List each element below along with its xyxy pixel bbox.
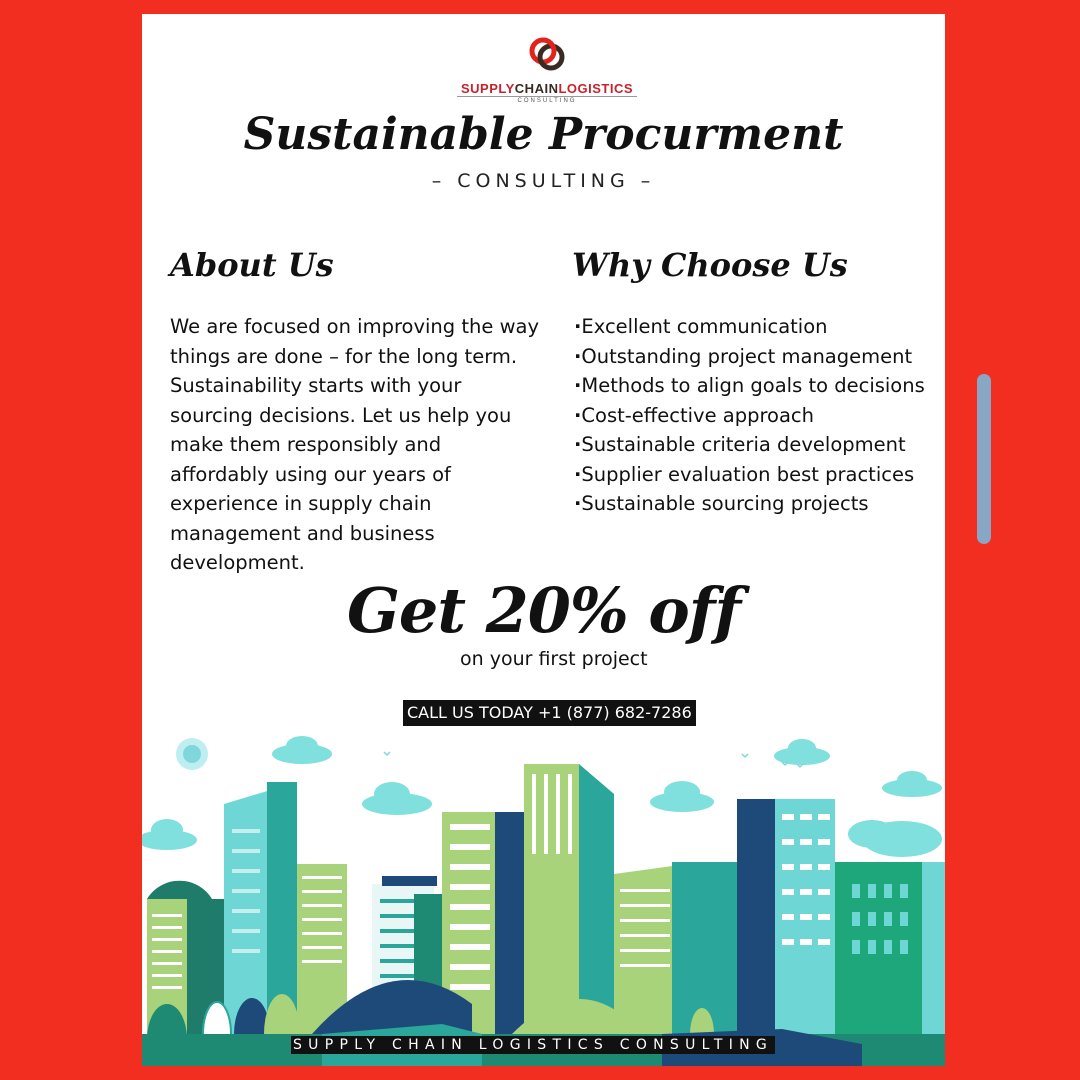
- brand-logo-icon: [527, 34, 567, 74]
- why-list-item: · Sustainable criteria development: [574, 430, 945, 460]
- why-list-item: · Excellent communication: [574, 312, 945, 342]
- why-list-item: · Supplier evaluation best practices: [574, 460, 945, 490]
- why-heading: Why Choose Us: [572, 246, 848, 284]
- about-body: We are focused on improving the way things are done – for the long term. Sustainability starts with your sourcing decisions. Let us help you make them responsibly and affordably using our years of experience in supply chain management and business development.: [170, 315, 540, 574]
- city-skyline-illustration: [142, 734, 945, 1066]
- why-list: [574, 312, 945, 519]
- brand-tagline: CONSULTING: [457, 96, 637, 104]
- call-to-action-banner: CALL US TODAY +1 (877) 682-7286: [403, 700, 696, 726]
- brand-name-part2: CHAIN: [514, 81, 559, 96]
- sun-icon: [176, 738, 208, 770]
- about-heading: About Us: [170, 246, 334, 284]
- birds-icon: [384, 752, 803, 767]
- flyer-page: [142, 14, 945, 1066]
- offer-subtext: on your first project: [460, 648, 648, 670]
- brand-name-part3: LOGISTICS: [558, 81, 634, 96]
- page-subtitle: – CONSULTING –: [431, 170, 656, 192]
- brand-name: [452, 81, 642, 96]
- brand-name-part1: SUPPLY: [460, 81, 515, 96]
- offer-headline: Get 20% off: [346, 574, 741, 647]
- why-list-item: · Sustainable sourcing projects: [574, 489, 945, 519]
- page-title: Sustainable Procurment: [243, 109, 844, 160]
- scrollbar-thumb[interactable]: [977, 374, 991, 544]
- why-list-item: · Methods to align goals to decisions: [574, 371, 945, 401]
- why-list-item: · Outstanding project management: [574, 342, 945, 372]
- footer-banner: SUPPLY CHAIN LOGISTICS CONSULTING: [293, 1037, 774, 1053]
- why-list-item: · Cost-effective approach: [574, 401, 945, 431]
